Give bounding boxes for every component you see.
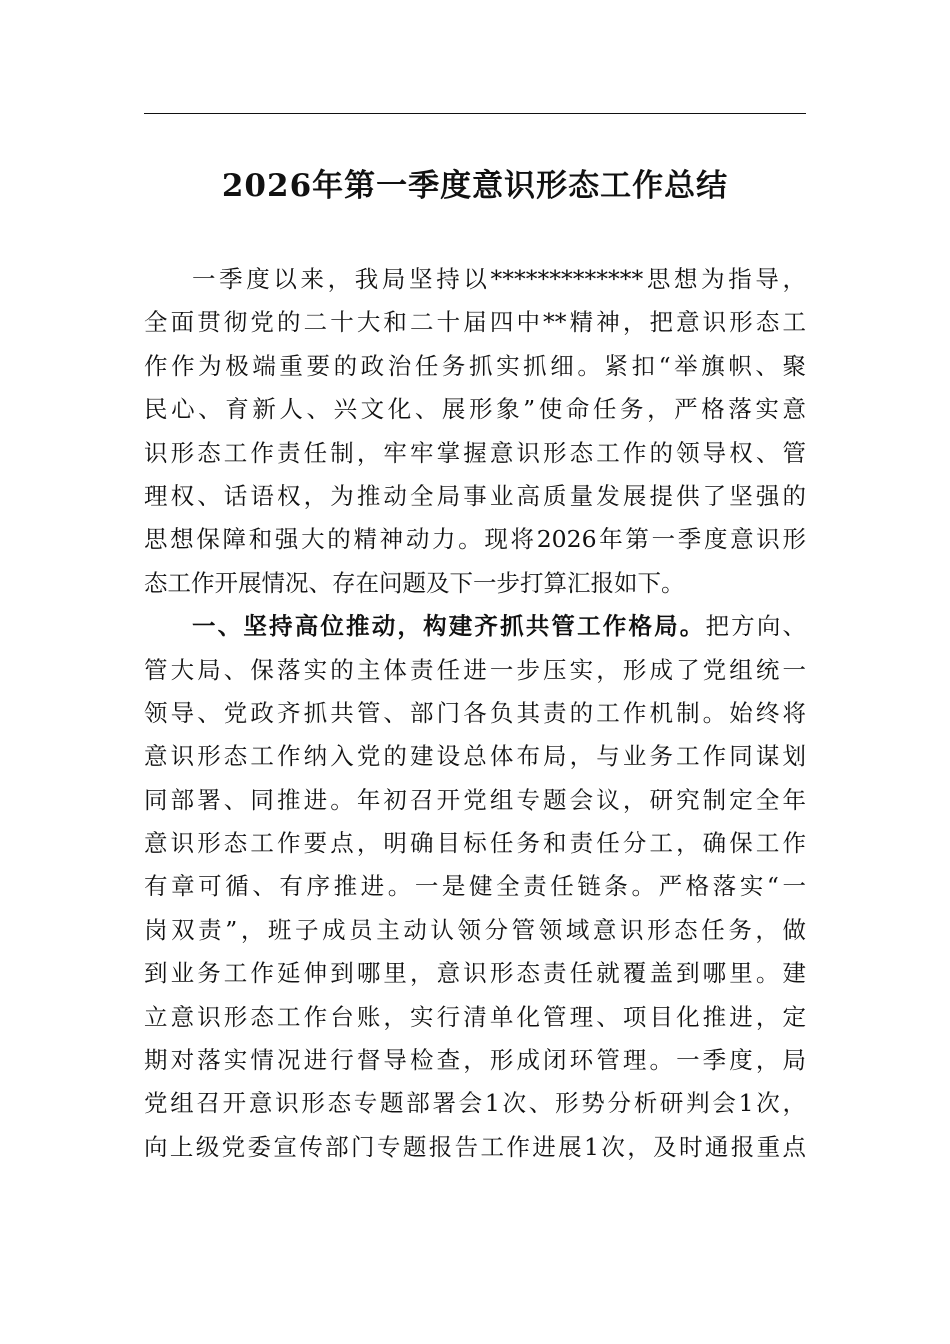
paragraph-line: 管大局、保落实的主体责任进一步压实，形成了党组统一 xyxy=(144,655,806,684)
paragraph-line: 向上级党委宣传部门专题报告工作进展1次，及时通报重点 xyxy=(144,1132,806,1161)
paragraph-line: 同部署、同推进。年初召开党组专题会议，研究制定全年 xyxy=(144,785,806,814)
paragraph-line: 意识形态工作要点，明确目标任务和责任分工，确保工作 xyxy=(144,829,806,858)
paragraph-line: 立意识形态工作台账，实行清单化管理、项目化推进，定 xyxy=(144,1002,806,1031)
paragraph-line: 领导、党政齐抓共管、部门各负其责的工作机制。始终将 xyxy=(144,698,806,727)
document-title: 2026年第一季度意识形态工作总结 xyxy=(221,168,729,204)
paragraph-text: 把方向、 xyxy=(705,612,807,641)
paragraph-line: 识形态工作责任制，牢牢掌握意识形态工作的领导权、管 xyxy=(144,438,806,467)
paragraph-line: 理权、话语权，为推动全局事业高质量发展提供了坚强的 xyxy=(144,481,806,510)
paragraph-line: 全面贯彻党的二十大和二十届四中**精神，把意识形态工 xyxy=(144,308,806,337)
document-body xyxy=(144,258,806,1169)
paragraph-line: 民心、育新人、兴文化、展形象”使命任务，严格落实意 xyxy=(144,395,806,424)
section-heading: 一、坚持高位推动，构建齐抓共管工作格局。 xyxy=(192,612,706,641)
paragraph-line: 有章可循、有序推进。一是健全责任链条。严格落实“一 xyxy=(144,872,806,901)
paragraph-line: 意识形态工作纳入党的建设总体布局，与业务工作同谋划 xyxy=(144,742,806,771)
paragraph-line: 岗双责”，班子成员主动认领分管领域意识形态任务，做 xyxy=(144,915,806,944)
paragraph-line: 一季度以来，我局坚持以*************思想为指导， xyxy=(192,265,806,293)
section-1-paragraph xyxy=(144,605,806,1169)
intro-paragraph xyxy=(144,258,806,605)
paragraph-line: 思想保障和强大的精神动力。现将2026年第一季度意识形 xyxy=(144,525,806,554)
paragraph-line: 期对落实情况进行督导检查，形成闭环管理。一季度，局 xyxy=(144,1046,806,1075)
paragraph-line: 态工作开展情况、存在问题及下一步打算汇报如下。 xyxy=(144,568,685,597)
paragraph-line: 作作为极端重要的政治任务抓实抓细。紧扣“举旗帜、聚 xyxy=(144,351,806,380)
paragraph-line xyxy=(144,605,806,648)
paragraph-line: 到业务工作延伸到哪里，意识形态责任就覆盖到哪里。建 xyxy=(144,959,806,988)
header-rule xyxy=(144,113,806,114)
paragraph-line: 党组召开意识形态专题部署会1次、形势分析研判会1次， xyxy=(144,1089,806,1118)
